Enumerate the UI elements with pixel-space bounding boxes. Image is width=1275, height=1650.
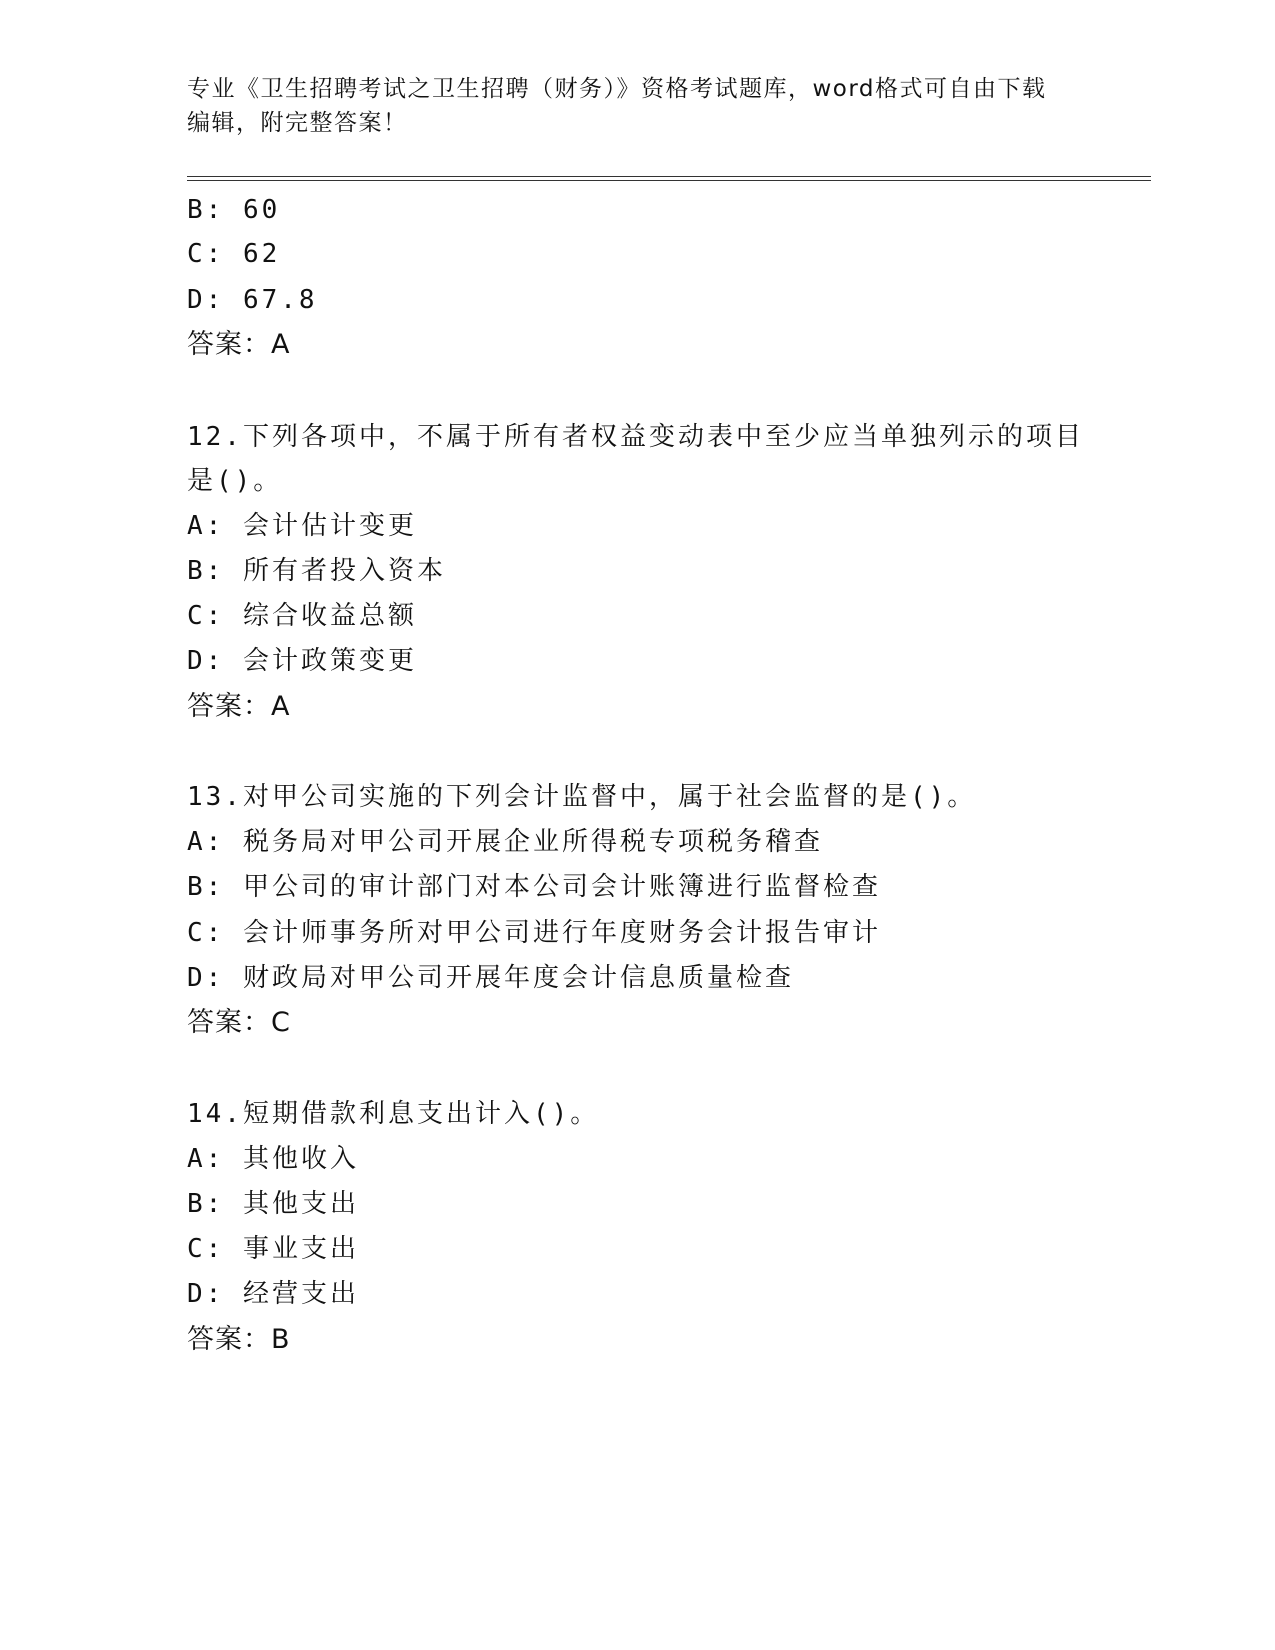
q12-answer: 答案：A (187, 691, 291, 722)
header-line-2: 编辑，附完整答案！ (187, 110, 408, 136)
q12-stem-line-2: 是()。 (187, 466, 283, 496)
document-header (187, 72, 1067, 140)
q13-option-d: D: 财政局对甲公司开展年度会计信息质量检查 (187, 963, 794, 993)
q11-option-c: C: 62 (187, 239, 281, 269)
q12-stem-line-1: 12.下列各项中，不属于所有者权益变动表中至少应当单独列示的项目 (187, 422, 1084, 452)
q11-answer: 答案：A (187, 329, 291, 360)
q13-option-b: B: 甲公司的审计部门对本公司会计账簿进行监督检查 (187, 872, 881, 902)
header-line-1: 专业《卫生招聘考试之卫生招聘（财务）》资格考试题库，word格式可自由下载 (187, 76, 1047, 102)
q12-option-b: B: 所有者投入资本 (187, 556, 446, 586)
q13-stem: 13.对甲公司实施的下列会计监督中，属于社会监督的是()。 (187, 782, 977, 812)
q14-option-b: B: 其他支出 (187, 1189, 359, 1219)
q14-option-a: A: 其他收入 (187, 1144, 359, 1174)
q12-option-c: C: 综合收益总额 (187, 601, 417, 631)
q12-option-d: D: 会计政策变更 (187, 646, 417, 676)
q13-option-c: C: 会计师事务所对甲公司进行年度财务会计报告审计 (187, 918, 881, 948)
q14-answer: 答案：B (187, 1324, 291, 1355)
q12-option-a: A: 会计估计变更 (187, 511, 417, 541)
q13-answer: 答案：C (187, 1007, 291, 1038)
q14-option-d: D: 经营支出 (187, 1279, 359, 1309)
header-divider (187, 176, 1151, 181)
q14-stem: 14.短期借款利息支出计入()。 (187, 1099, 600, 1129)
q11-option-b: B: 60 (187, 195, 281, 225)
q14-option-c: C: 事业支出 (187, 1234, 359, 1264)
q11-option-d: D: 67.8 (187, 285, 318, 315)
q13-option-a: A: 税务局对甲公司开展企业所得税专项税务稽查 (187, 827, 823, 857)
